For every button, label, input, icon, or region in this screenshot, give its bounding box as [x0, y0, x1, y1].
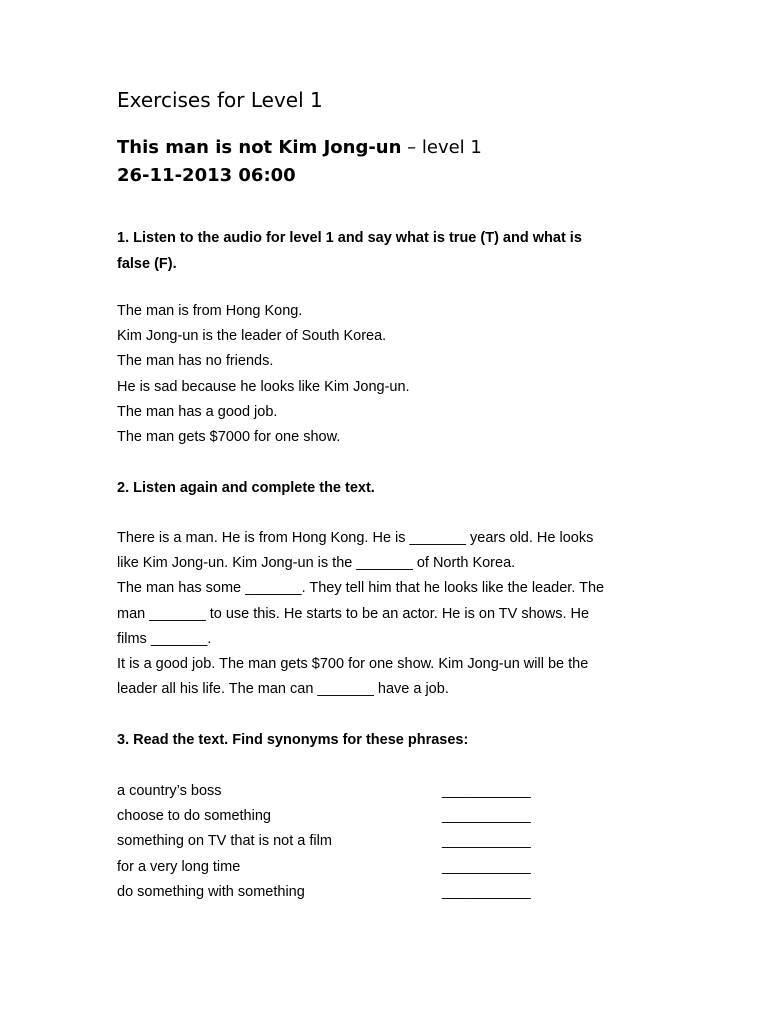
statement: Kim Jong-un is the leader of South Korea.: [117, 328, 387, 345]
gap-fill-line: There is a man. He is from Hong Kong. He is _______ years old. He looks: [117, 530, 594, 546]
synonym-row: [117, 880, 557, 905]
exercise-1-statements: [117, 299, 657, 450]
exercise-2-heading: 2. Listen again and complete the text.: [117, 480, 375, 496]
gap-fill-line: leader all his life. The man can _______ have a job.: [117, 681, 449, 698]
statement: He is sad because he looks like Kim Jong-un.: [117, 378, 410, 395]
synonym-row: [117, 855, 557, 880]
statement: The man gets $7000 for one show.: [117, 429, 341, 446]
statement: The man has a good job.: [117, 403, 278, 420]
statement: The man has no friends.: [117, 353, 274, 370]
gap-fill-line: like Kim Jong-un. Kim Jong-un is the _______ of North Korea.: [117, 555, 516, 572]
answer-blank: ___________: [442, 858, 531, 875]
article-title: [117, 134, 482, 162]
synonym-phrase: for a very long time: [117, 858, 241, 875]
gap-fill-line: films _______.: [117, 630, 212, 647]
synonym-row: [117, 804, 557, 829]
exercise-1-heading: [117, 226, 637, 277]
exercise-1-heading-line: 1. Listen to the audio for level 1 and say what is true (T) and what is: [117, 230, 582, 246]
answer-blank: ___________: [442, 833, 531, 850]
page-title: Exercises for Level 1: [117, 88, 323, 112]
answer-blank: ___________: [442, 808, 531, 825]
statement: The man is from Hong Kong.: [117, 303, 303, 319]
gap-fill-line: The man has some _______. They tell him that he looks like the leader. The: [117, 580, 605, 597]
synonym-phrase: choose to do something: [117, 808, 271, 825]
answer-blank: ___________: [442, 883, 531, 900]
synonym-phrase: something on TV that is not a film: [117, 833, 332, 850]
synonym-phrase: do something with something: [117, 883, 305, 900]
article-level: – level 1: [401, 137, 482, 158]
synonym-row: [117, 829, 557, 854]
gap-fill-line: man _______ to use this. He starts to be an actor. He is on TV shows. He: [117, 605, 590, 622]
synonym-list: [117, 779, 557, 905]
exercise-2-text: [117, 526, 657, 702]
article-title-bold: This man is not Kim Jong-un: [117, 137, 402, 158]
exercise-3-heading: 3. Read the text. Find synonyms for these phrases:: [117, 732, 469, 748]
synonym-row: [117, 779, 557, 804]
synonym-phrase: a country’s boss: [117, 783, 222, 799]
article-datetime: 26-11-2013 06:00: [117, 165, 296, 186]
gap-fill-line: It is a good job. The man gets $700 for one show. Kim Jong-un will be the: [117, 656, 589, 673]
answer-blank: ___________: [442, 783, 531, 799]
exercise-1-heading-line: false (F).: [117, 255, 177, 272]
